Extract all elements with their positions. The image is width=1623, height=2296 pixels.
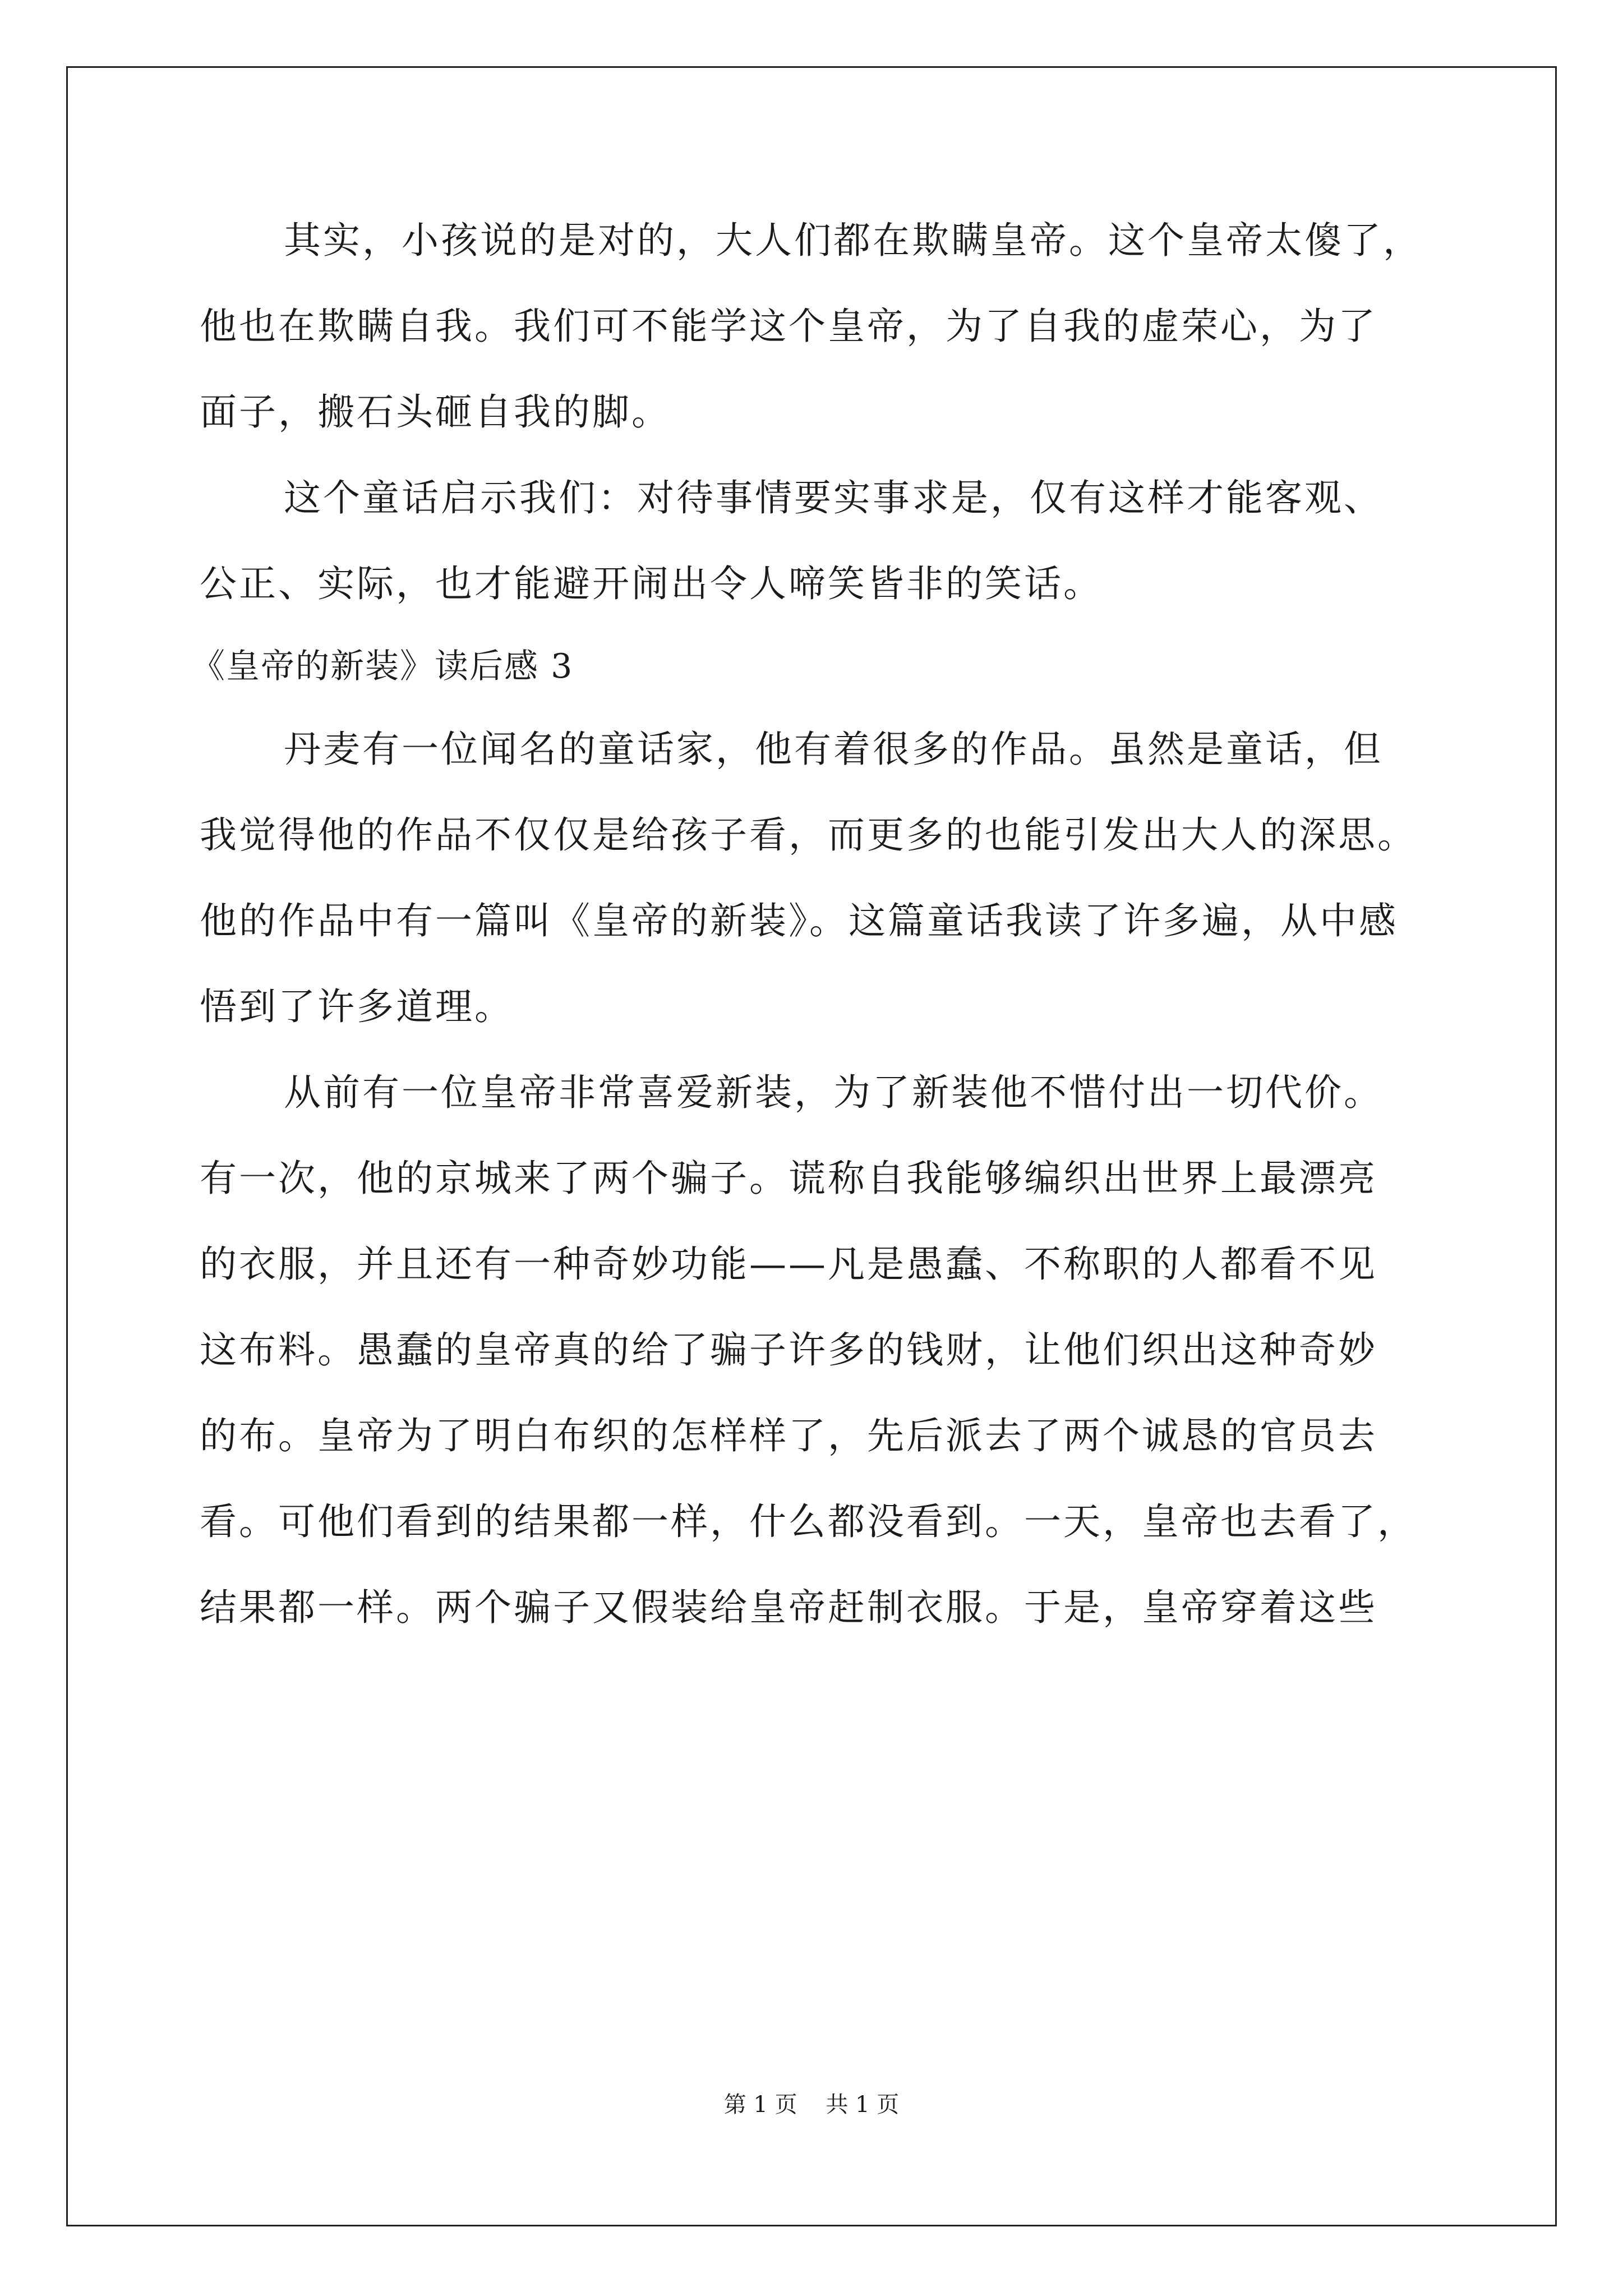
paragraph-line: 结果都一样。两个骗子又假装给皇帝赶制衣服。于是，皇帝穿着这些	[200, 1586, 1377, 1629]
paragraph-line: 这布料。愚蠢的皇帝真的给了骗子许多的钱财，让他们织出这种奇妙	[200, 1328, 1377, 1372]
document-body	[191, 197, 1461, 1650]
paragraph-line: 面子，搬石头砸自我的脚。	[200, 390, 671, 434]
paragraph-1	[200, 197, 1461, 455]
paragraph-line: 的布。皇帝为了明白布织的怎样样了，先后派去了两个诚恳的官员去	[200, 1414, 1377, 1457]
paragraph-line: 悟到了许多道理。	[200, 985, 514, 1028]
page-footer: 第 1 页 共 1 页	[723, 2092, 900, 2118]
paragraph-line: 从前有一位皇帝非常喜爱新装，为了新装他不惜付出一切代价。	[284, 1071, 1383, 1114]
section-heading: 《皇帝的新装》读后感 3	[191, 647, 574, 686]
paragraph-line: 我觉得他的作品不仅仅是给孩子看，而更多的也能引发出大人的深思。	[200, 813, 1417, 857]
paragraph-line: 他的作品中有一篇叫《皇帝的新装》。这篇童话我读了许多遍，从中感	[200, 899, 1398, 942]
paragraph-line: 他也在欺瞒自我。我们可不能学这个皇帝，为了自我的虚荣心，为了	[200, 305, 1377, 348]
paragraph-line: 看。可他们看到的结果都一样，什么都没看到。一天，皇帝也去看了，	[200, 1500, 1417, 1543]
paragraph-3	[200, 706, 1461, 1050]
paragraph-line: 有一次，他的京城来了两个骗子。谎称自我能够编织出世界上最漂亮	[200, 1157, 1377, 1200]
paragraph-line: 其实，小孩说的是对的，大人们都在欺瞒皇帝。这个皇帝太傻了，	[284, 219, 1422, 262]
paragraph-4	[200, 1050, 1461, 1650]
paragraph-2	[200, 455, 1461, 627]
paragraph-line: 的衣服，并且还有一种奇妙功能——凡是愚蠢、不称职的人都看不见	[200, 1243, 1377, 1286]
paragraph-line: 这个童话启示我们：对待事情要实事求是，仅有这样才能客观、	[284, 476, 1383, 519]
paragraph-line: 公正、实际，也才能避开闹出令人啼笑皆非的笑话。	[200, 562, 1103, 605]
paragraph-line: 丹麦有一位闻名的童话家，他有着很多的作品。虽然是童话，但	[284, 728, 1383, 771]
